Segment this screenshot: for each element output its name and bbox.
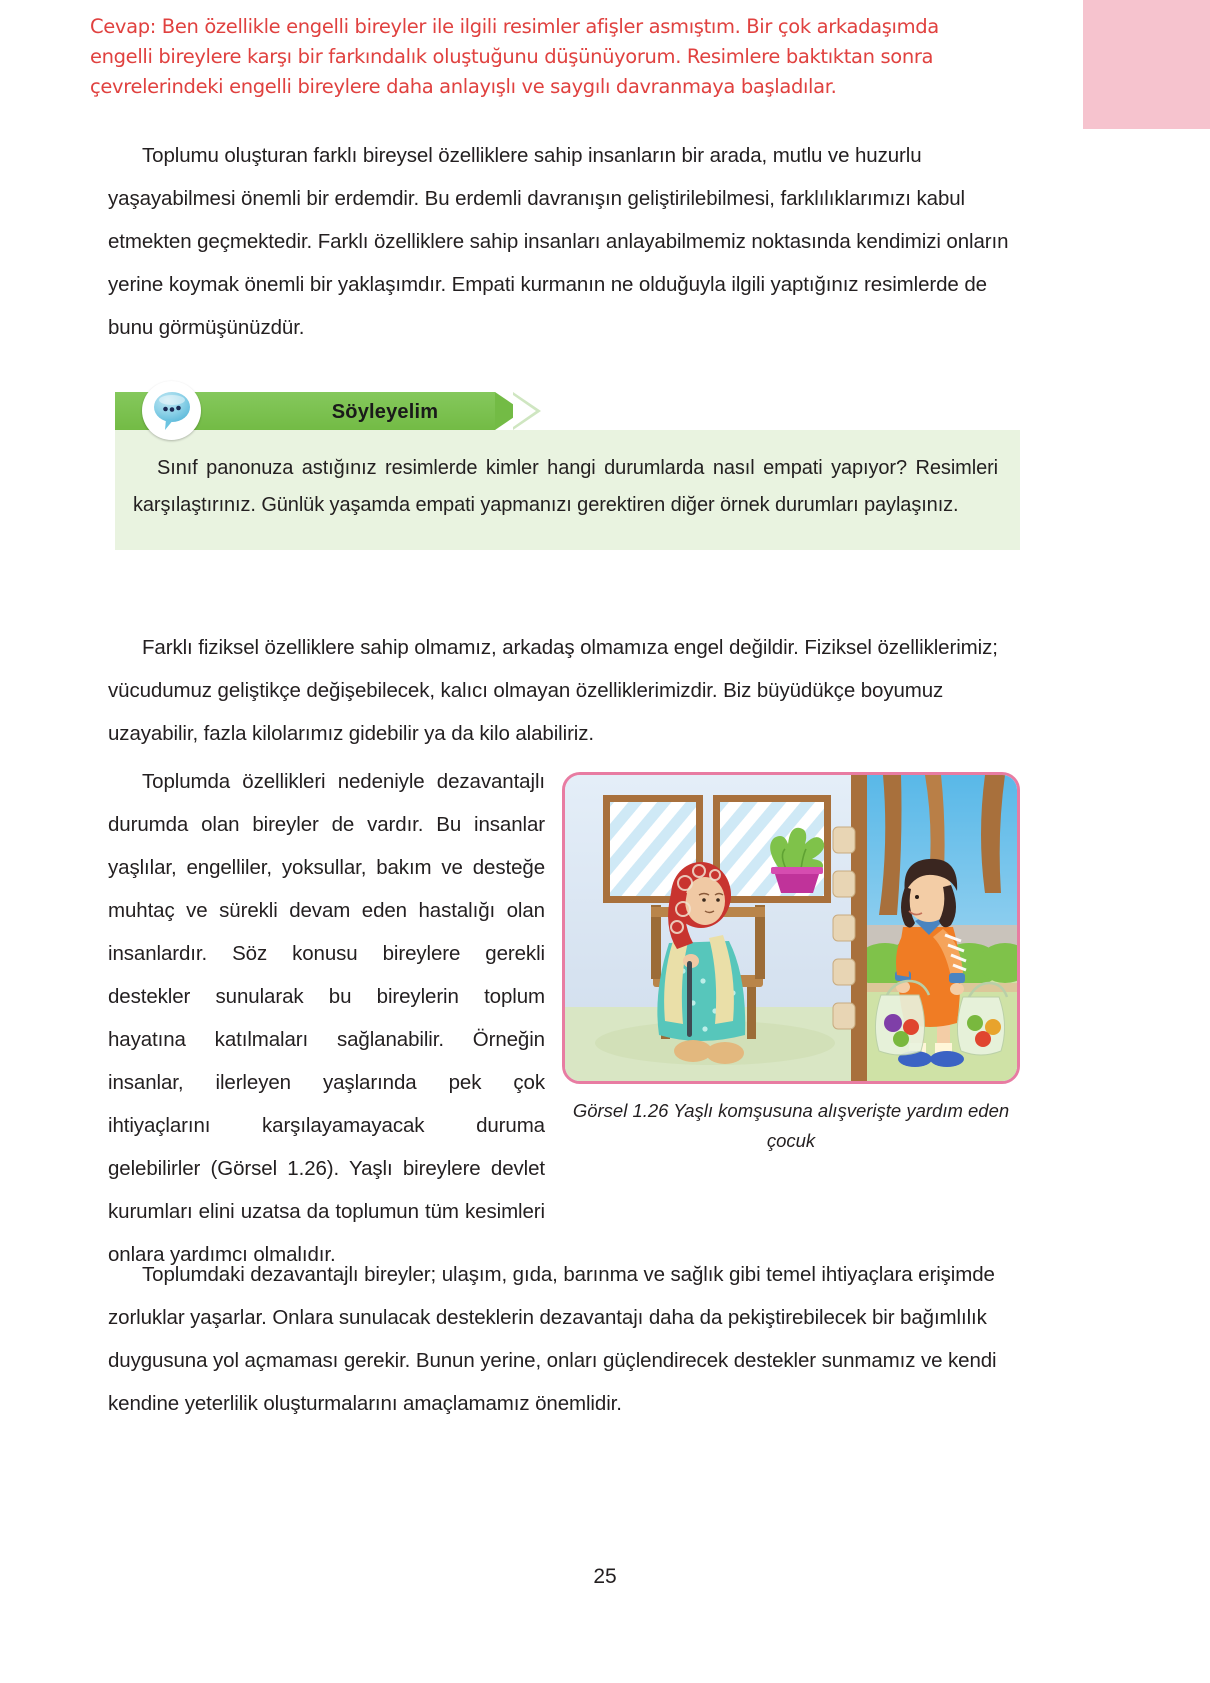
activity-banner-arrow-outline-inner [513, 395, 536, 427]
figure-caption: Görsel 1.26 Yaşlı komşusuna alışverişte yardım eden çocuk [572, 1100, 1010, 1151]
figure-image [562, 772, 1020, 1084]
paragraph-4-container [108, 1253, 1020, 1425]
paragraph-3-column [108, 760, 545, 1276]
figure-1-26 [562, 772, 1020, 1156]
activity-banner [115, 392, 1020, 430]
paragraph-2-container [108, 626, 1020, 755]
speech-bubble-icon [142, 381, 201, 440]
paragraph-2: Farklı fiziksel özelliklere sahip olmamız, arkadaş olmamıza engel değildir. Fiziksel özelliklerimiz; vücudumuz geliştikçe değişebilecek, kalıcı olmayan özelliklerimizdir. Biz büyüdükçe boyumuz uzayabilir, fazla kilolarımız gidebilir ya da kilo alabiliriz. [108, 636, 998, 745]
paragraph-3: Toplumda özellikleri nedeniyle dezavantajlı durumda olan bireyler de vardır. Bu insanlar yaşlılar, engelliler, yoksullar, bakım ve desteğe muhtaç ve sürekli devam eden hastalığı olan insanlardır. Söz konusu bireylere gerekli destekler sunularak bu bireylerin toplum hayatına katılmaları sağlanabilir. Örneğin insanlar, ilerleyen yaşlarında pek çok ihtiyaçlarını karşılayamayacak duruma gelebilirler (Görsel 1.26). Yaşlı bireylere devlet kurumları elini uzatsa da toplumun tüm kesimleri onlara yardımcı olmalıdır. [108, 770, 545, 1266]
answer-text: Cevap: Ben özellikle engelli bireyler ile ilgili resimler afişler asmıştım. Bir çok arkadaşımda engelli bireylere karşı bir farkındalık oluştuğunu düşünüyorum. Resimlere baktıktan sonra çevrelerindeki engelli bireylere daha anlayışlı ve saygılı davranmaya başladılar. [90, 15, 939, 98]
pink-decorative-block [1083, 0, 1210, 129]
paragraph-1-container [108, 134, 1020, 349]
paragraph-4: Toplumdaki dezavantajlı bireyler; ulaşım, gıda, barınma ve sağlık gibi temel ihtiyaçlara erişimde zorluklar yaşarlar. Onlara sunulacak desteklerin dezavantajı daha da pekiştirebilecek bir bağımlılık duygusuna yol açmaması gerekir. Bunun yerine, onları güçlendirecek destekler sunmamız ve kendi kendine yeterlilik oluşturmalarını amaçlamamız önemlidir. [108, 1263, 997, 1415]
activity-question-text: Sınıf panonuza astığınız resimlerde kimler hangi durumlarda nasıl empati yapıyor? Resimleri karşılaştırınız. Günlük yaşamda empati yapmanızı gerektiren diğer örnek durumları paylaşınız. [133, 457, 998, 516]
paragraph-1: Toplumu oluşturan farklı bireysel özelliklere sahip insanların bir arada, mutlu ve huzurlu yaşayabilmesi önemli bir erdemdir. Bu erdemli davranışın geliştirilebilmesi, farklılıklarımızı kabul etmekten geçmektedir. Farklı özelliklere sahip insanları anlayabilmemiz noktasında kendimizi onların yerine koymak önemli bir yaklaşımdır. Empati kurmanın ne olduğuyla ilgili yaptığınız resimlerde de bunu görmüşünüzdür. [108, 144, 1009, 339]
activity-box-soyleyelim [115, 392, 1020, 550]
page-number: 25 [593, 1565, 617, 1588]
activity-body [115, 430, 1020, 550]
activity-title: Söyleyelim [331, 401, 439, 423]
